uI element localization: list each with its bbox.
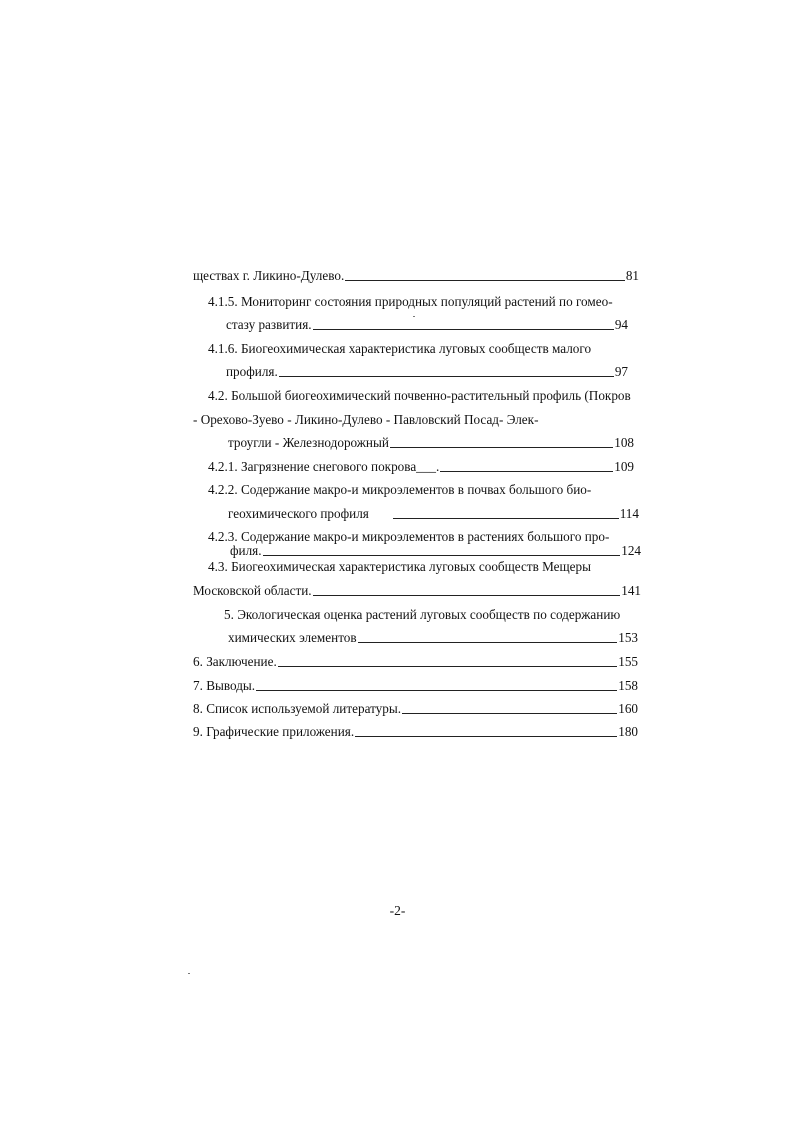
leader-line (393, 517, 619, 519)
toc-entry (193, 654, 638, 670)
toc-entry-title: 9. Графические приложения. (193, 724, 355, 739)
toc-page-number: 124 (621, 543, 641, 558)
toc-page-number: 155 (618, 654, 638, 669)
toc-entry-title: 7. Выводы. (193, 678, 256, 693)
toc-page-number: 180 (618, 724, 638, 739)
leader-line (263, 554, 621, 556)
toc-entry (193, 268, 639, 284)
toc-entry-title: стазу развития. (226, 317, 312, 332)
toc-entry (193, 701, 638, 717)
toc-entry-title-line: 4.1.6. Биогеохимическая характеристика луговых сообществ малого (208, 341, 592, 356)
leader-line (256, 689, 617, 691)
toc-entry (228, 506, 639, 522)
toc-entry (193, 583, 641, 599)
toc-entry-title-line: 4.3. Биогеохимическая характеристика луговых сообществ Мещеры (208, 559, 591, 574)
toc-page-number: 108 (614, 435, 634, 450)
toc-page-number: 94 (614, 317, 628, 332)
toc-entry-title: ществах г. Ликино-Дулево. (193, 268, 345, 283)
toc-entry-title-line: 4.1.5. Мониторинг состояния природных популяций растений по гомео- (208, 294, 613, 309)
page-number: -2- (389, 903, 406, 918)
toc-page-number: 97 (614, 364, 628, 379)
toc-entry (193, 678, 638, 694)
toc-page-number: 114 (619, 506, 639, 521)
leader-line (313, 594, 621, 596)
leader-line (440, 470, 613, 472)
toc-entry-title-line: 4.2.3. Содержание макро-и микроэлементов в растениях большого про- (208, 529, 610, 544)
toc-page-number: 141 (621, 583, 641, 598)
toc-entry-title: химических элементов (228, 630, 357, 645)
toc-entry-title: 4.2.1. Загрязнение снегового покрова___. (208, 459, 440, 474)
toc-entry (226, 317, 628, 333)
leader-line (402, 712, 617, 714)
toc-entry (228, 435, 634, 451)
leader-line (279, 375, 614, 377)
leader-line (355, 735, 617, 737)
toc-page-number: 81 (625, 268, 639, 283)
scan-speck (413, 316, 415, 317)
toc-entry-title: геохимического профиля (228, 506, 369, 521)
toc-entry-title: троугли - Железнодорожный (228, 435, 389, 450)
leader-line (345, 279, 625, 281)
toc-entry-title-line: 4.2.2. Содержание макро-и микроэлементов в почвах большого био- (208, 482, 592, 497)
leader-line (358, 641, 618, 643)
toc-page-number: 109 (614, 459, 634, 474)
toc-page-number: 158 (618, 678, 638, 693)
toc-entry (230, 543, 641, 559)
toc-entry-title: 6. Заключение. (193, 654, 277, 669)
leader-line (313, 328, 614, 330)
toc-page-number: 160 (618, 701, 638, 716)
toc-entry-title: 8. Список используемой литературы. (193, 701, 402, 716)
toc-page-number: 153 (618, 630, 638, 645)
toc-entry-title: профиля. (226, 364, 278, 379)
toc-entry-title-line: 4.2. Большой биогеохимический почвенно-растительный профиль (Покров (208, 388, 631, 403)
toc-entry (226, 364, 628, 380)
scan-speck (188, 973, 190, 974)
toc-entry (228, 630, 638, 646)
toc-entry-title-line: - Орехово-Зуево - Ликино-Дулево - Павловский Посад- Элек- (193, 412, 539, 427)
leader-line (390, 446, 613, 448)
toc-entry-title: Московской области. (193, 583, 312, 598)
toc-entry-title: филя. (230, 543, 262, 558)
toc-entry (208, 459, 634, 475)
toc-entry (193, 724, 638, 740)
leader-line (278, 665, 617, 667)
toc-entry-title-line: 5. Экологическая оценка растений луговых сообществ по содержанию (224, 607, 621, 622)
